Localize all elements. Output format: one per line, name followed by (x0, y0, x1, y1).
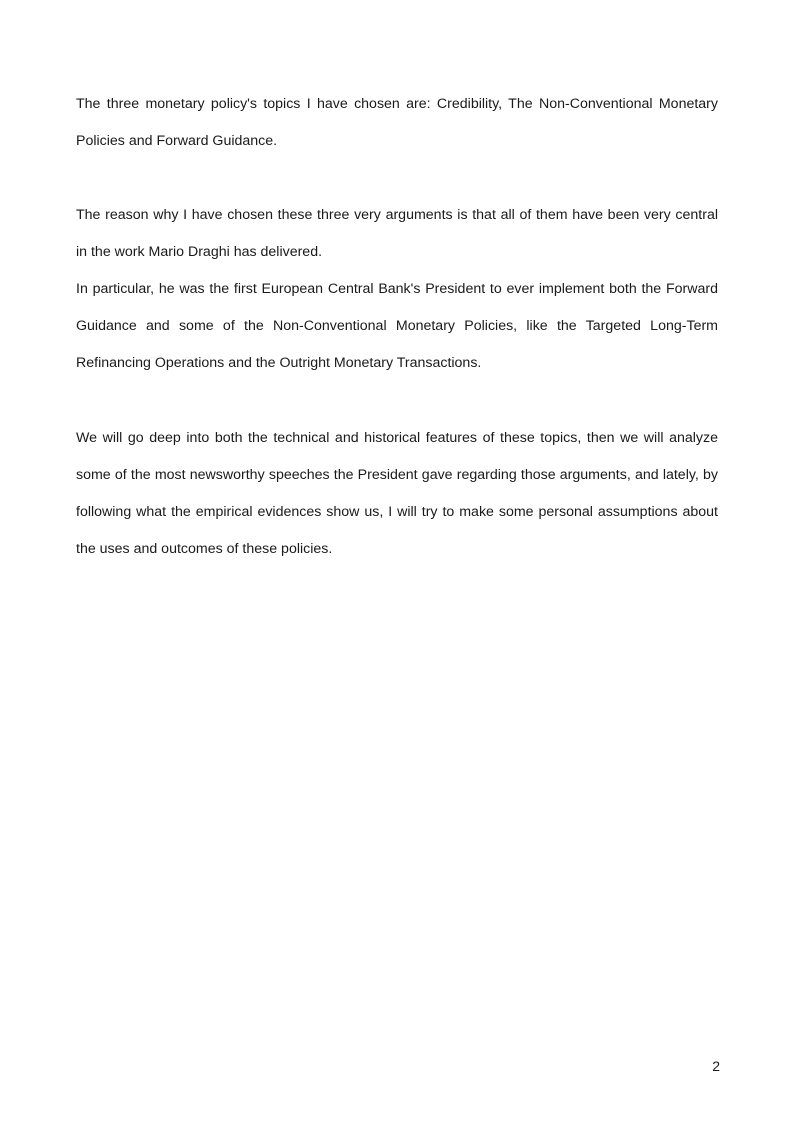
intro-section (76, 86, 718, 160)
reason-section (76, 197, 718, 382)
plan-section (76, 420, 718, 568)
page-number: 2 (712, 1058, 720, 1074)
paragraph-topics: The three monetary policy's topics I have chosen are: Credibility, The Non-Conventional Monetary Policies and Forward Guidance. (76, 96, 718, 149)
paragraph-plan: We will go deep into both the technical and historical features of these topics, then we will analyze some of the most newsworthy speeches the President gave regarding those arguments, and lately, by following what the empirical evidences show us, I will try to make some personal assumptions about the uses and outcomes of these policies. (76, 430, 718, 557)
paragraph-particular: In particular, he was the first European Central Bank's President to ever implement both the Forward Guidance and some of the Non-Conventional Monetary Policies, like the Targeted Long-Term Refinancing Operations and the Outright Monetary Transactions. (76, 281, 718, 371)
paragraph-reason: The reason why I have chosen these three very arguments is that all of them have been very central in the work Mario Draghi has delivered. (76, 207, 718, 260)
